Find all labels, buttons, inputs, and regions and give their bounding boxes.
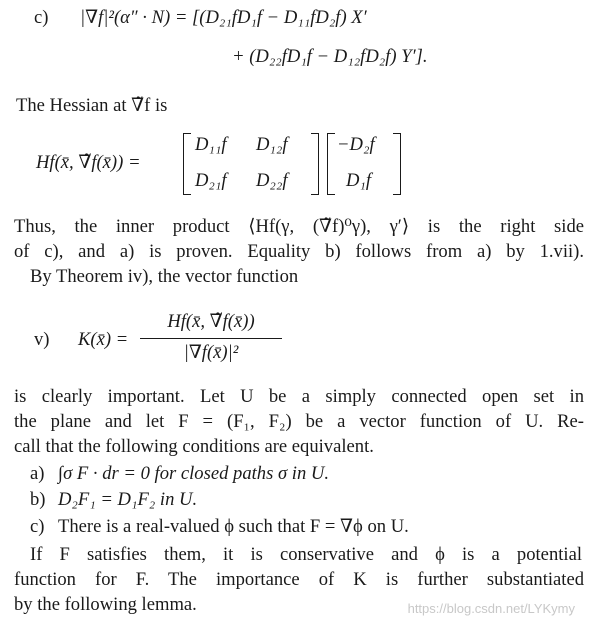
para2-line3: call that the following conditions are equivalent. [14, 436, 374, 457]
condition-c-label: c) [30, 516, 45, 537]
matrix-m11: D₁₁f [195, 134, 227, 155]
matrix-left-bracket [183, 133, 191, 195]
para2-line2: the plane and let F = (F₁, F₂) be a vector function of U. Re- [14, 411, 584, 432]
condition-c-text: There is a real-valued ϕ such that F = ∇ϕ on U. [58, 516, 409, 537]
condition-a-label: a) [30, 463, 45, 484]
vector-right-bracket [393, 133, 401, 195]
hessian-lhs: Hf(x̄, ∇̃f(x̄)) = [36, 152, 141, 173]
para1-line1: Thus, the inner product ⟨Hf(γ, (∇̃f)⁰γ), γ′⟩ is the right side [14, 216, 584, 237]
eq-c-line1: |∇f|²(α″ · N) = [(D₂₁fD₁f − D₁₁fD₂f) X′ [80, 7, 367, 28]
eq-v-fraction-bar [140, 338, 282, 339]
condition-b-label: b) [30, 489, 46, 510]
para3-line1: If F satisfies them, it is conservative and ϕ is a potential [30, 544, 582, 565]
condition-b-text: D₂F₁ = D₁F₂ in U. [58, 489, 198, 510]
eq-c-label: c) [34, 7, 49, 28]
vector-v1: −D₂f [337, 134, 375, 155]
watermark: https://blog.csdn.net/LYKymy [407, 601, 575, 616]
matrix-m12: D₁₂f [256, 134, 288, 155]
eq-c-line2: + (D₂₂fD₁f − D₁₂fD₂f) Y′]. [232, 46, 428, 67]
para1-line3: By Theorem iv), the vector function [30, 266, 299, 287]
eq-v-denominator: |∇f(x̄)|² [183, 342, 239, 363]
eq-v-numerator: Hf(x̄, ∇̃f(x̄)) [167, 311, 255, 332]
hessian-intro: The Hessian at ∇̃f is [16, 95, 168, 116]
para1-line2: of c), and a) is proven. Equality b) follows from a) by 1.vii). [14, 241, 584, 262]
matrix-m21: D₂₁f [195, 170, 227, 191]
eq-v-lhs: K(x̄) = [78, 329, 129, 350]
condition-a-text: ∫σ F · dr = 0 for closed paths σ in U. [58, 463, 329, 484]
vector-v2: D₁f [346, 170, 372, 191]
para3-line2: function for F. The importance of K is further substantiated [14, 569, 584, 590]
eq-v-label: v) [34, 329, 50, 350]
matrix-m22: D₂₂f [256, 170, 288, 191]
para2-line1: is clearly important. Let U be a simply connected open set in [14, 386, 584, 407]
matrix-right-bracket [311, 133, 319, 195]
vector-left-bracket [327, 133, 335, 195]
para3-line3: by the following lemma. [14, 594, 197, 615]
